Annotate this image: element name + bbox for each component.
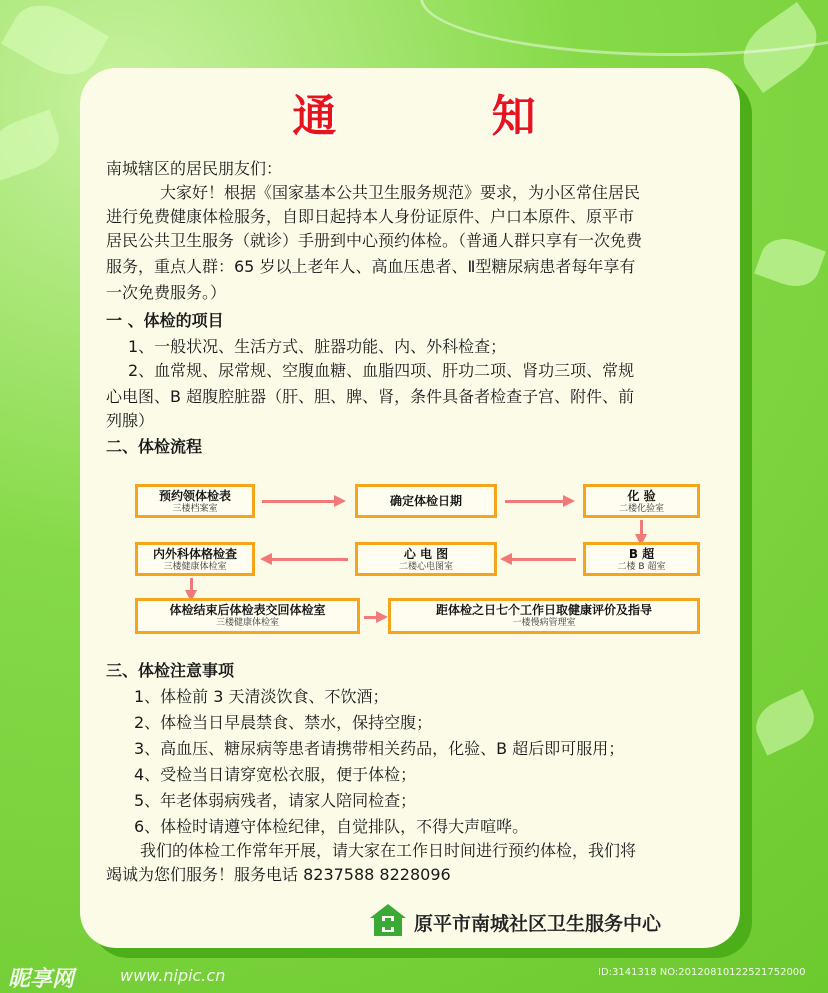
flow-step xyxy=(135,542,255,576)
intro-line: 进行免费健康体检服务，自即日起持本人身份证原件、户口本原件、原平市 xyxy=(106,207,635,226)
flow-step xyxy=(355,484,497,518)
flow-step-label: B 超 xyxy=(628,547,655,561)
swoosh-decoration xyxy=(420,0,828,56)
leaf-decoration xyxy=(748,689,821,755)
watermark-url: www.nipic.cn xyxy=(120,966,226,985)
flow-step-location: 三楼健康体检室 xyxy=(215,618,279,628)
flow-arrow xyxy=(640,520,643,534)
intro-line: 一次免费服务。） xyxy=(106,283,227,302)
list-item: 心电图、B 超腹腔脏器（肝、胆、脾、肾，条件具备者检查子宫、附件、前 xyxy=(106,387,635,406)
health-center-logo-icon xyxy=(368,902,408,938)
intro-line: 服务，重点人群：65 岁以上老年人、高血压患者、Ⅱ型糖尿病患者每年享有 xyxy=(106,257,636,276)
flow-step xyxy=(388,598,700,634)
flow-arrow xyxy=(512,558,576,561)
list-item: 列腺） xyxy=(106,411,155,430)
flow-step xyxy=(583,542,700,576)
flow-arrow xyxy=(262,500,334,503)
flow-step xyxy=(355,542,497,576)
leaf-decoration xyxy=(754,231,826,294)
flow-arrow xyxy=(190,578,193,590)
flow-step-label: 内外科体格检查 xyxy=(152,547,237,561)
intro-line: 居民公共卫生服务（就诊）手册到中心预约体检。（普通人群只享有一次免费 xyxy=(106,231,643,250)
flow-step-location: 三楼档案室 xyxy=(172,504,218,514)
flow-step-label: 心 电 图 xyxy=(403,547,449,561)
flow-step-location: 二楼心电图室 xyxy=(398,562,453,572)
flow-step-label: 确定体检日期 xyxy=(389,494,462,508)
list-item: 6、体检时请遵守体检纪律，自觉排队，不得大声喧哗。 xyxy=(134,817,529,836)
section-heading: 三、体检注意事项 xyxy=(106,661,235,680)
flow-step xyxy=(135,598,360,634)
list-item: 1、体检前 3 天清淡饮食、不饮酒； xyxy=(134,687,389,706)
flow-step-location: 一楼慢病管理室 xyxy=(512,618,576,628)
list-item: 2、体检当日早晨禁食、禁水，保持空腹； xyxy=(134,713,433,732)
watermark-id: ID:3141318 NO:20120810122521752000 xyxy=(598,967,806,978)
flow-step-label: 距体检之日七个工作日取健康评价及指导 xyxy=(435,603,652,617)
flow-arrow xyxy=(272,558,348,561)
flow-step-label: 体检结束后体检表交回体检室 xyxy=(169,603,326,617)
closing-line: 我们的体检工作常年开展，请大家在工作日时间进行预约体检，我们将 xyxy=(140,841,637,860)
watermark-brand: 昵享网 xyxy=(8,967,75,992)
flow-step-location: 三楼健康体检室 xyxy=(163,562,227,572)
list-item: 3、高血压、糖尿病等患者请携带相关药品，化验、B 超后即可服用； xyxy=(134,739,625,758)
closing-line: 竭诚为您们服务！服务电话 8237588 8228096 xyxy=(106,865,451,884)
flow-step xyxy=(135,484,255,518)
section-heading: 一 、体检的项目 xyxy=(106,311,224,330)
flow-arrow xyxy=(364,616,376,619)
flow-arrow xyxy=(505,500,563,503)
flow-step-label: 化 验 xyxy=(627,489,656,503)
flow-step-location: 二楼 B 超室 xyxy=(617,562,666,572)
greeting: 南城辖区的居民朋友们： xyxy=(106,159,283,178)
intro-line: 大家好！根据《国家基本公共卫生服务规范》要求，为小区常住居民 xyxy=(160,183,641,202)
page-title: 通 知 xyxy=(292,91,606,142)
organization-name: 原平市南城社区卫生服务中心 xyxy=(414,913,662,935)
list-item: 5、年老体弱病残者，请家人陪同检查； xyxy=(134,791,417,810)
flow-step-label: 预约领体检表 xyxy=(158,489,231,503)
list-item: 1、一般状况、生活方式、脏器功能、内、外科检查； xyxy=(128,337,507,356)
section-heading: 二、体检流程 xyxy=(106,437,203,456)
flow-step-location: 二楼化验室 xyxy=(618,504,664,514)
list-item: 2、血常规、尿常规、空腹血糖、血脂四项、肝功二项、肾功三项、常规 xyxy=(128,361,635,380)
list-item: 4、受检当日请穿宽松衣服，便于体检； xyxy=(134,765,417,784)
flow-step xyxy=(583,484,700,518)
